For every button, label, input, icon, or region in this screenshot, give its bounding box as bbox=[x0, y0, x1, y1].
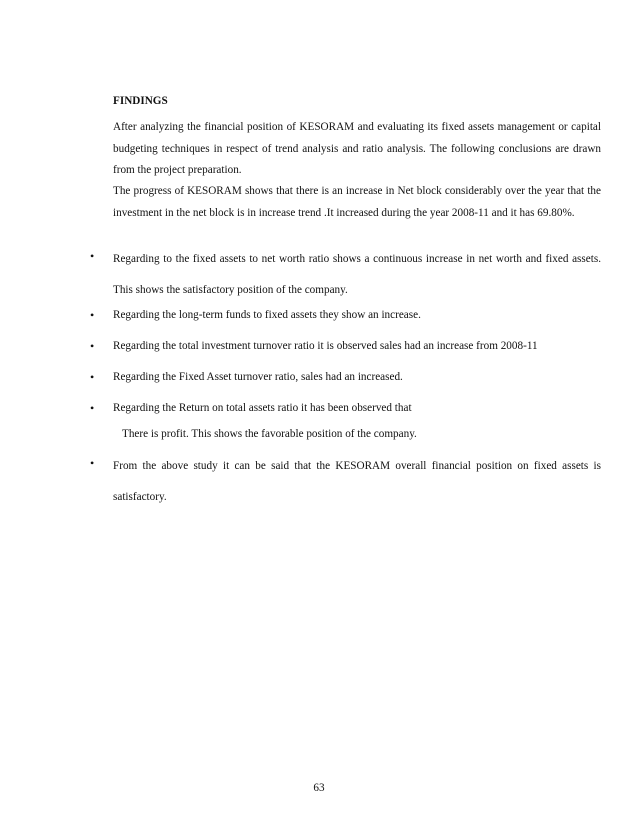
bullet-item bbox=[90, 396, 601, 420]
bullet-text: Regarding the Return on total assets ratio it has been observed that bbox=[113, 402, 412, 414]
bullet-icon: • bbox=[90, 456, 95, 470]
bullet-item bbox=[90, 244, 601, 306]
progress-paragraph: The progress of KESORAM shows that there is an increase in Net block considerably over the year that the investment in the net block is in increase trend .It increased during the year 2008-11 and it has 69.80%. bbox=[113, 185, 601, 219]
bullet-continuation: There is profit. This shows the favorable position of the company. bbox=[122, 428, 417, 440]
section-heading: FINDINGS bbox=[113, 95, 168, 107]
bullet-icon: • bbox=[90, 308, 95, 322]
intro-paragraph: After analyzing the financial position of KESORAM and evaluating its fixed assets management or capital budgeting techniques in respect of trend analysis and ratio analysis. The following conclusions are drawn from the project preparation. bbox=[113, 121, 601, 177]
bullet-item bbox=[90, 334, 601, 358]
bullet-icon: • bbox=[90, 249, 95, 263]
bullet-icon: • bbox=[90, 401, 95, 415]
bullet-item bbox=[90, 303, 601, 327]
bullet-text: From the above study it can be said that the KESORAM overall financial position on fixed assets is satisfactory. bbox=[113, 460, 601, 503]
page-number: 63 bbox=[313, 782, 325, 794]
bullet-item bbox=[90, 451, 601, 513]
bullet-text: Regarding the long-term funds to fixed assets they show an increase. bbox=[113, 309, 421, 321]
bullet-text: Regarding to the fixed assets to net worth ratio shows a continuous increase in net worth and fixed assets. This shows the satisfactory position of the company. bbox=[113, 253, 601, 296]
bullet-icon: • bbox=[90, 370, 95, 384]
bullet-icon: • bbox=[90, 339, 95, 353]
bullet-text: Regarding the total investment turnover ratio it is observed sales had an increase from 2008-11 bbox=[113, 340, 538, 352]
bullet-text: Regarding the Fixed Asset turnover ratio, sales had an increased. bbox=[113, 371, 403, 383]
bullet-item bbox=[90, 365, 601, 389]
